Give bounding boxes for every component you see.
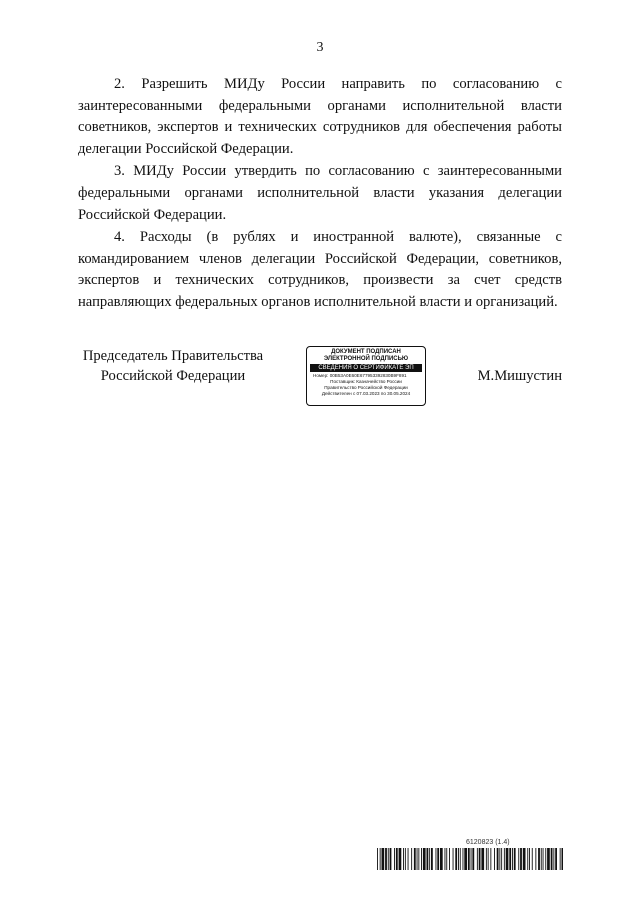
signatory-title-line1: Председатель Правительства	[82, 348, 264, 364]
stamp-number: Номер: 00B53A0E60E677953392830B9F891	[313, 373, 407, 378]
signature-block	[78, 346, 562, 410]
stamp-supplier: Поставщик: Казначейство России	[330, 379, 402, 384]
stamp-heading-line2: ЭЛЕКТРОННОЙ ПОДПИСЬЮ	[323, 356, 409, 362]
signatory-title-line2: Российской Федерации	[100, 368, 246, 384]
paragraph-2: 2. Разрешить МИДу России направить по согласованию с заинтересованными федеральными органами исполнительной власти советников, экспертов и технических сотрудников для обеспечения работы делегации Российской Федерации.	[78, 76, 562, 157]
barcode-icon	[377, 848, 563, 870]
stamp-heading	[307, 347, 425, 363]
paragraph-3: 3. МИДу России утвердить по согласованию с заинтересованными федеральными органами исполнительной власти указания делегации Российской Федерации.	[78, 163, 562, 223]
stamp-certificate-bar: СВЕДЕНИЯ О СЕРТИФИКАТЕ ЭП	[310, 364, 422, 372]
page-number: 3	[316, 40, 324, 55]
signatory-title	[78, 346, 268, 386]
document-code: 6120823 (1.4)	[466, 839, 510, 846]
signatory-name: М.Мишустин	[477, 368, 562, 384]
stamp-validity: Действителен с 07.03.2023 по 30.05.2024	[321, 391, 411, 396]
stamp-owner: Правительство Российской Федерации	[324, 385, 408, 390]
stamp-heading-line1: ДОКУМЕНТ ПОДПИСАН	[331, 349, 401, 355]
electronic-signature-stamp	[306, 346, 426, 406]
paragraph-4: 4. Расходы (в рублях и иностранной валюте), связанные с командированием членов делегации Российской Федерации, советников, экспертов и технических сотрудников, произвести за счет средств направляющих федеральных органов исполнительной власти и организаций.	[78, 229, 562, 310]
document-body	[78, 74, 562, 315]
